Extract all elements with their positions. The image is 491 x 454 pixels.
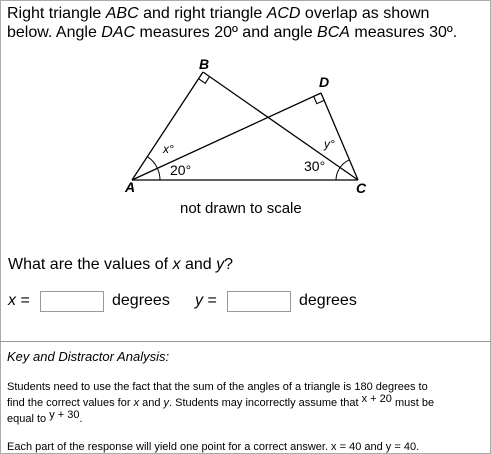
section-divider [0, 341, 491, 342]
angle-arc-x [147, 157, 157, 169]
triangle-figure [110, 52, 390, 197]
key-paragraph-2: Each part of the response will yield one point for a correct answer. x = 40 and y = 40. [7, 441, 420, 453]
angle-dac-name: DAC [101, 24, 136, 41]
question-prompt: What are the values of x and y? [8, 256, 234, 273]
angle-arc-20 [157, 168, 160, 180]
angle-bca-name: BCA [317, 24, 350, 41]
triangle-abc-name: ABC [105, 5, 139, 22]
angle-label-x: x° [163, 142, 174, 156]
angle-label-20: 20° [170, 162, 192, 178]
question-text [7, 4, 487, 42]
vertex-label-d: D [319, 74, 330, 90]
vertex-label-a: A [125, 179, 136, 195]
expression-x-plus-20: x + 20 [361, 393, 392, 405]
x-answer-label: x = [8, 292, 30, 309]
angle-arc-30 [336, 169, 339, 180]
y-answer-input[interactable] [227, 291, 291, 312]
y-degrees-unit: degrees [299, 292, 357, 309]
angle-label-y: y° [324, 137, 335, 151]
right-angle-mark-b [199, 77, 210, 84]
expression-y-plus-30: y + 30 [49, 409, 80, 421]
y-answer-label: y = [195, 292, 217, 309]
figure-caption: not drawn to scale [180, 200, 302, 217]
vertex-label-b: B [199, 56, 210, 72]
angle-label-30: 30° [304, 158, 326, 174]
x-answer-input[interactable] [40, 291, 104, 312]
triangle-acd-name: ACD [266, 5, 301, 22]
key-paragraph-1-line-1: Students need to use the fact that the sum of the angles of a triangle is 180 degrees to [7, 381, 428, 393]
vertex-label-c: C [356, 180, 367, 196]
key-paragraph-1-line-2: find the correct values for x and y. Students may incorrectly assume that x + 20 must be [7, 393, 435, 409]
x-degrees-unit: degrees [112, 292, 170, 309]
question-line-1: Right triangle ABC and right triangle ACD overlap as shown [7, 5, 430, 22]
key-paragraph-1-line-3: equal to y + 30. [7, 409, 83, 425]
key-title: Key and Distractor Analysis: [7, 349, 170, 364]
prompt-y-variable: y [216, 256, 225, 273]
question-line-2: below. Angle DAC measures 20º and angle BCA measures 30º. [7, 24, 458, 41]
prompt-x-variable: x [172, 256, 181, 273]
